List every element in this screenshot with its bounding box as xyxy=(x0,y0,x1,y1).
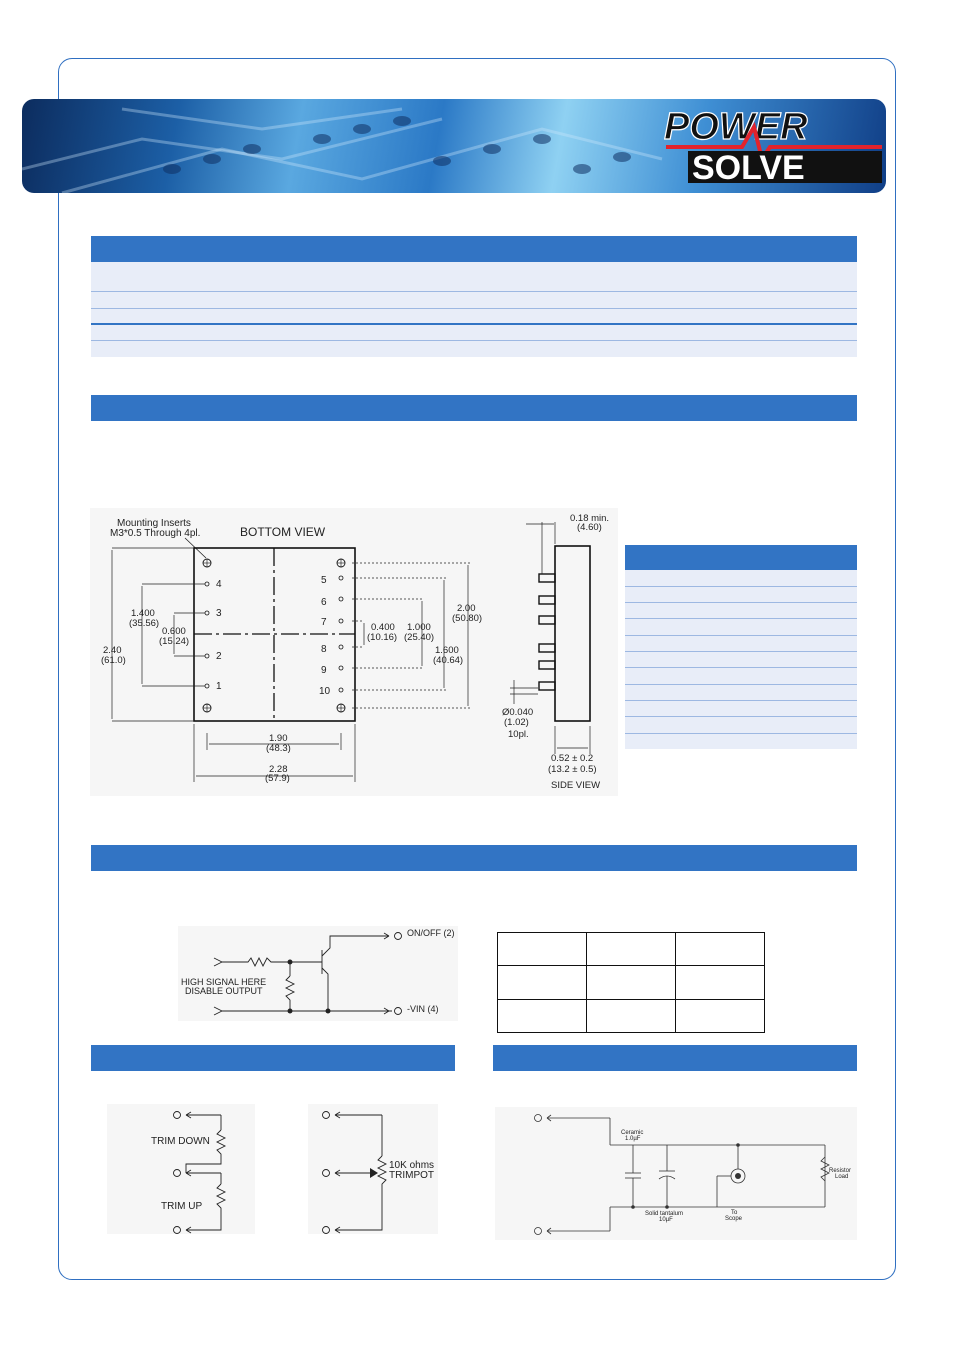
svg-text:10µF: 10µF xyxy=(659,1217,673,1223)
svg-text:4: 4 xyxy=(216,579,222,590)
svg-text:TRIMPOT: TRIMPOT xyxy=(389,1170,434,1181)
spec-row xyxy=(91,325,857,341)
svg-text:2.00: 2.00 xyxy=(457,603,476,614)
svg-text:HIGH SIGNAL HERE: HIGH SIGNAL HERE xyxy=(181,977,267,987)
header-banner xyxy=(22,99,886,193)
svg-text:(15.24): (15.24) xyxy=(159,636,190,647)
svg-text:(57.9): (57.9) xyxy=(265,773,290,784)
pin-row xyxy=(625,587,857,603)
svg-text:-VIN (4): -VIN (4) xyxy=(407,1004,439,1014)
svg-text:1.400: 1.400 xyxy=(131,608,155,619)
svg-text:(61.0): (61.0) xyxy=(101,655,126,666)
svg-text:SIDE VIEW: SIDE VIEW xyxy=(551,780,601,791)
svg-text:(10.16): (10.16) xyxy=(367,632,398,643)
pin-row xyxy=(625,636,857,652)
svg-text:Ø0.040: Ø0.040 xyxy=(502,707,534,718)
powersolve-logo xyxy=(662,99,886,193)
svg-text:10K ohms: 10K ohms xyxy=(389,1160,435,1171)
svg-text:10: 10 xyxy=(319,686,331,697)
svg-text:2: 2 xyxy=(216,651,222,662)
svg-text:Scope: Scope xyxy=(725,1216,743,1222)
remote-onoff-circuit xyxy=(178,926,458,1021)
svg-text:Mounting Inserts: Mounting Inserts xyxy=(117,518,191,529)
svg-text:Resistor: Resistor xyxy=(829,1168,852,1174)
svg-text:(35.56): (35.56) xyxy=(129,618,160,629)
pin-row xyxy=(625,717,857,734)
svg-text:Ceramic: Ceramic xyxy=(621,1130,644,1136)
section-bar-specs xyxy=(91,236,857,262)
pin-row xyxy=(625,603,857,619)
trimpot-circuit xyxy=(308,1104,438,1234)
svg-text:BOTTOM VIEW: BOTTOM VIEW xyxy=(240,525,326,539)
test-circuit xyxy=(495,1107,857,1240)
svg-text:1: 1 xyxy=(216,681,222,692)
svg-text:0.18 min.: 0.18 min. xyxy=(570,513,610,524)
svg-text:(50.80): (50.80) xyxy=(452,613,483,624)
svg-text:Solid tantalum: Solid tantalum xyxy=(645,1211,684,1217)
pin-row xyxy=(625,701,857,717)
svg-text:1.0µF: 1.0µF xyxy=(625,1136,641,1142)
svg-text:TRIM DOWN: TRIM DOWN xyxy=(151,1136,210,1147)
svg-text:3: 3 xyxy=(216,608,222,619)
svg-text:5: 5 xyxy=(321,575,327,586)
svg-text:(25.40): (25.40) xyxy=(404,632,435,643)
spec-row xyxy=(91,292,857,309)
section-bar-mechanical xyxy=(91,395,857,421)
pin-row xyxy=(625,570,857,587)
svg-text:SOLVE: SOLVE xyxy=(692,149,805,187)
svg-text:Load: Load xyxy=(835,1174,849,1180)
svg-text:2.28: 2.28 xyxy=(269,764,288,775)
svg-text:1.600: 1.600 xyxy=(435,645,459,656)
svg-text:2.40: 2.40 xyxy=(103,645,122,656)
spec-row xyxy=(91,309,857,325)
spec-row xyxy=(91,262,857,292)
section-bar-test xyxy=(493,1045,857,1071)
pin-row xyxy=(625,668,857,685)
pin-row xyxy=(625,734,857,749)
section-bar-remote xyxy=(91,845,857,871)
svg-text:(13.2 ± 0.5): (13.2 ± 0.5) xyxy=(548,764,597,775)
svg-text:M3*0.5 Through 4pl.: M3*0.5 Through 4pl. xyxy=(110,528,201,539)
svg-text:1.000: 1.000 xyxy=(407,622,431,633)
pin-table-header xyxy=(625,545,857,570)
svg-text:1.90: 1.90 xyxy=(269,733,288,744)
spec-row xyxy=(91,341,857,357)
svg-text:DISABLE OUTPUT: DISABLE OUTPUT xyxy=(185,986,263,996)
svg-text:10pl.: 10pl. xyxy=(508,729,529,740)
pin-row xyxy=(625,652,857,668)
svg-text:9: 9 xyxy=(321,665,327,676)
svg-text:7: 7 xyxy=(321,617,327,628)
svg-text:0.600: 0.600 xyxy=(162,626,186,637)
svg-text:(1.02): (1.02) xyxy=(504,717,529,728)
mechanical-drawing xyxy=(90,508,618,796)
svg-text:(48.3): (48.3) xyxy=(266,743,291,754)
trim-resistor-circuit xyxy=(107,1104,255,1234)
svg-text:8: 8 xyxy=(321,644,327,655)
svg-text:(4.60): (4.60) xyxy=(577,522,602,533)
pin-row xyxy=(625,685,857,701)
remote-logic-table xyxy=(497,932,765,1033)
pin-row xyxy=(625,619,857,636)
svg-text:To: To xyxy=(731,1210,738,1216)
svg-text:0.52 ± 0.2: 0.52 ± 0.2 xyxy=(551,753,594,764)
svg-text:POWER: POWER xyxy=(664,106,808,148)
svg-text:TRIM UP: TRIM UP xyxy=(161,1201,203,1212)
svg-text:ON/OFF (2): ON/OFF (2) xyxy=(407,928,455,938)
svg-text:6: 6 xyxy=(321,597,327,608)
svg-text:0.400: 0.400 xyxy=(371,622,395,633)
section-bar-trim xyxy=(91,1045,455,1071)
svg-text:(40.64): (40.64) xyxy=(433,655,464,666)
